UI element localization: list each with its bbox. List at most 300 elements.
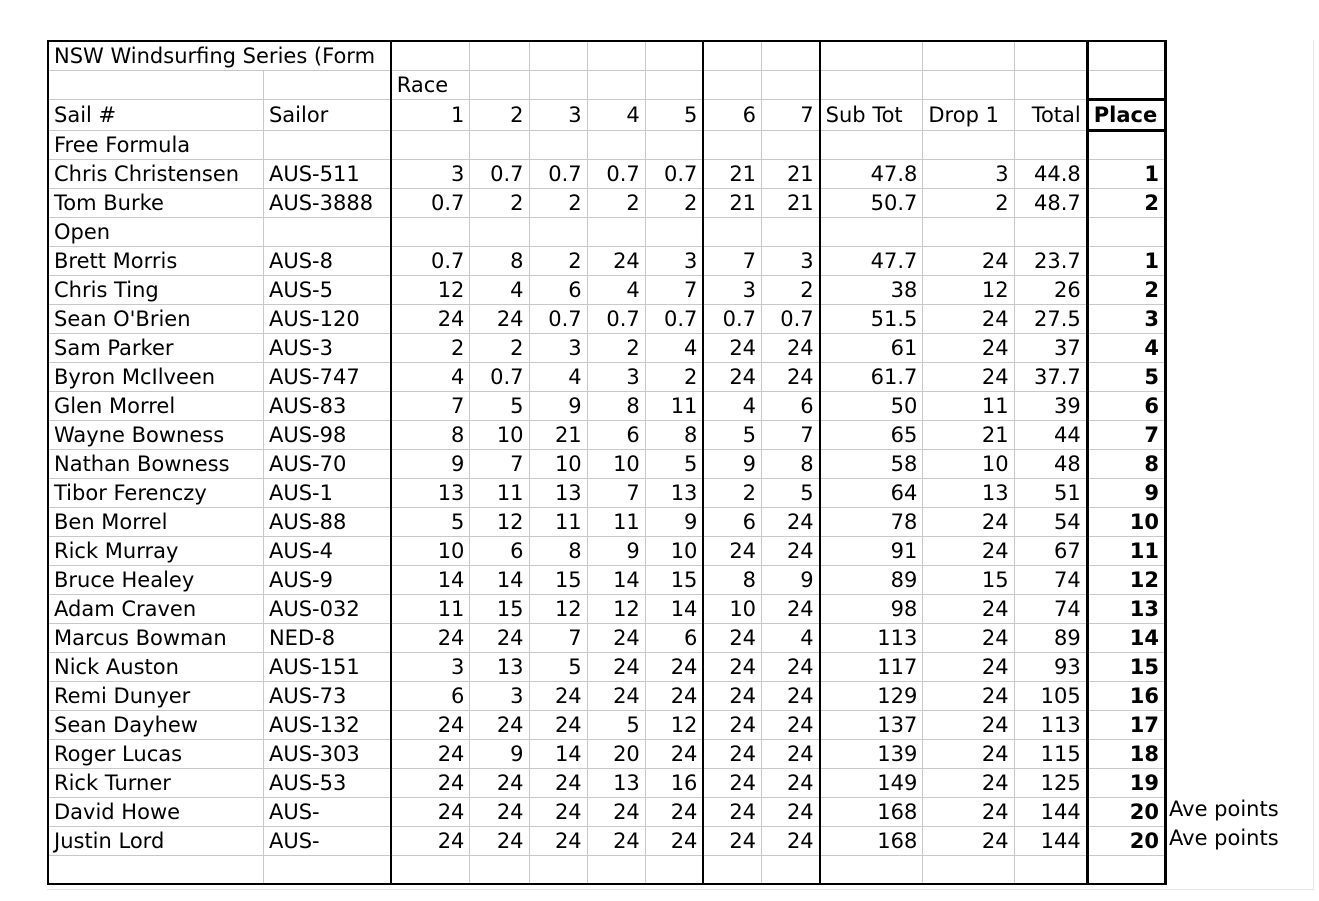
race-1-score: 3 — [391, 160, 470, 189]
total: 37.7 — [1014, 363, 1087, 392]
race-6-score: 7 — [703, 247, 761, 276]
race-7-score: 21 — [762, 189, 820, 218]
race-4-score: 13 — [587, 769, 645, 798]
drop-1: 3 — [923, 160, 1014, 189]
table-row — [48, 363, 1166, 392]
race-6-score: 4 — [703, 392, 761, 421]
results-table — [47, 40, 1167, 885]
table-row — [48, 450, 1166, 479]
place: 14 — [1087, 624, 1165, 653]
empty-cell — [762, 71, 820, 100]
empty-cell — [1014, 131, 1087, 160]
sail-number: AUS-3 — [263, 334, 390, 363]
header-drop-1: Drop 1 — [923, 100, 1014, 131]
header-2: 2 — [470, 100, 529, 131]
sailor-name: Brett Morris — [48, 247, 263, 276]
race-6-score: 3 — [703, 276, 761, 305]
place: 8 — [1087, 450, 1165, 479]
subtotal: 117 — [820, 653, 923, 682]
subtotal: 78 — [820, 508, 923, 537]
race-2-score: 24 — [470, 827, 529, 856]
table-row — [48, 827, 1166, 856]
race-7-score: 24 — [762, 682, 820, 711]
total: 67 — [1014, 537, 1087, 566]
drop-1: 24 — [923, 740, 1014, 769]
total: 51 — [1014, 479, 1087, 508]
race-1-score: 14 — [391, 566, 470, 595]
place-note: Ave points — [1169, 826, 1279, 850]
sailor-name: Tom Burke — [48, 189, 263, 218]
race-2-score: 8 — [470, 247, 529, 276]
race-6-score: 21 — [703, 160, 761, 189]
race-5-score: 14 — [645, 595, 703, 624]
empty-cell — [391, 131, 470, 160]
race-5-score: 24 — [645, 682, 703, 711]
sheet-title: NSW Windsurfing Series (Form — [48, 41, 391, 71]
race-2-score: 2 — [470, 189, 529, 218]
empty-cell — [820, 131, 923, 160]
race-4-score: 24 — [587, 682, 645, 711]
drop-1: 24 — [923, 363, 1014, 392]
race-5-score: 7 — [645, 276, 703, 305]
sailor-name: Nathan Bowness — [48, 450, 263, 479]
race-5-score: 12 — [645, 711, 703, 740]
sail-number: AUS-032 — [263, 595, 390, 624]
subtotal: 47.8 — [820, 160, 923, 189]
empty-cell — [1087, 856, 1165, 884]
race-6-score: 24 — [703, 769, 761, 798]
race-3-score: 4 — [529, 363, 587, 392]
race-3-score: 10 — [529, 450, 587, 479]
drop-1: 24 — [923, 305, 1014, 334]
empty-cell — [48, 71, 263, 100]
place: 5 — [1087, 363, 1165, 392]
sailor-name: Wayne Bowness — [48, 421, 263, 450]
race-4-score: 3 — [587, 363, 645, 392]
place: 10 — [1087, 508, 1165, 537]
race-2-score: 24 — [470, 624, 529, 653]
sailor-name: Sean Dayhew — [48, 711, 263, 740]
race-2-score: 11 — [470, 479, 529, 508]
race-1-score: 8 — [391, 421, 470, 450]
place: 2 — [1087, 189, 1165, 218]
empty-cell — [529, 71, 587, 100]
subtotal: 168 — [820, 798, 923, 827]
table-row — [48, 740, 1166, 769]
header-4: 4 — [587, 100, 645, 131]
total: 115 — [1014, 740, 1087, 769]
race-3-score: 3 — [529, 334, 587, 363]
drop-1: 24 — [923, 827, 1014, 856]
race-4-score: 24 — [587, 827, 645, 856]
race-6-score: 9 — [703, 450, 761, 479]
drop-1: 24 — [923, 798, 1014, 827]
sail-number: AUS-53 — [263, 769, 390, 798]
sailor-name: David Howe — [48, 798, 263, 827]
race-5-score: 9 — [645, 508, 703, 537]
race-3-score: 2 — [529, 247, 587, 276]
race-4-score: 2 — [587, 189, 645, 218]
drop-1: 24 — [923, 508, 1014, 537]
place: 17 — [1087, 711, 1165, 740]
race-1-score: 3 — [391, 653, 470, 682]
total: 44.8 — [1014, 160, 1087, 189]
race-4-score: 0.7 — [587, 160, 645, 189]
total: 26 — [1014, 276, 1087, 305]
empty-cell — [587, 856, 645, 884]
sailor-name: Marcus Bowman — [48, 624, 263, 653]
table-row — [48, 334, 1166, 363]
title-row — [48, 41, 1166, 71]
race-5-score: 8 — [645, 421, 703, 450]
race-3-score: 24 — [529, 682, 587, 711]
subtotal: 58 — [820, 450, 923, 479]
header-1: 1 — [391, 100, 470, 131]
place: 12 — [1087, 566, 1165, 595]
header-row — [48, 100, 1166, 131]
race-4-score: 2 — [587, 334, 645, 363]
race-7-score: 24 — [762, 711, 820, 740]
place: 1 — [1087, 247, 1165, 276]
place-note: Ave points — [1169, 797, 1279, 821]
race-3-score: 24 — [529, 711, 587, 740]
table-row — [48, 276, 1166, 305]
race-7-score: 9 — [762, 566, 820, 595]
race-7-score: 24 — [762, 653, 820, 682]
empty-cell — [1087, 41, 1165, 71]
empty-cell — [529, 856, 587, 884]
empty-cell — [529, 218, 587, 247]
race-5-score: 6 — [645, 624, 703, 653]
race-7-score: 24 — [762, 827, 820, 856]
race-7-score: 24 — [762, 595, 820, 624]
subtotal: 91 — [820, 537, 923, 566]
empty-cell — [645, 71, 703, 100]
race-2-score: 12 — [470, 508, 529, 537]
total: 39 — [1014, 392, 1087, 421]
subtotal: 61 — [820, 334, 923, 363]
place: 4 — [1087, 334, 1165, 363]
subtotal: 149 — [820, 769, 923, 798]
sailor-name: Nick Auston — [48, 653, 263, 682]
empty-cell — [645, 856, 703, 884]
race-1-score: 7 — [391, 392, 470, 421]
place: 13 — [1087, 595, 1165, 624]
race-7-score: 0.7 — [762, 305, 820, 334]
empty-cell — [263, 218, 390, 247]
race-3-score: 9 — [529, 392, 587, 421]
table-row — [48, 479, 1166, 508]
sail-number: AUS- — [263, 827, 390, 856]
race-4-score: 8 — [587, 392, 645, 421]
sail-number: AUS-511 — [263, 160, 390, 189]
race-1-score: 24 — [391, 769, 470, 798]
table-row — [48, 653, 1166, 682]
place: 18 — [1087, 740, 1165, 769]
race-5-score: 16 — [645, 769, 703, 798]
place: 1 — [1087, 160, 1165, 189]
sailor-name: Tibor Ferenczy — [48, 479, 263, 508]
sail-number: AUS-4 — [263, 537, 390, 566]
empty-cell — [923, 41, 1014, 71]
race-5-score: 2 — [645, 189, 703, 218]
race-6-score: 10 — [703, 595, 761, 624]
drop-1: 12 — [923, 276, 1014, 305]
race-6-score: 24 — [703, 653, 761, 682]
race-5-score: 3 — [645, 247, 703, 276]
race-5-score: 4 — [645, 334, 703, 363]
race-1-score: 0.7 — [391, 189, 470, 218]
subtotal: 47.7 — [820, 247, 923, 276]
empty-cell — [48, 856, 263, 884]
race-5-score: 13 — [645, 479, 703, 508]
table-row — [48, 798, 1166, 827]
race-5-score: 0.7 — [645, 305, 703, 334]
race-7-score: 8 — [762, 450, 820, 479]
race-2-score: 9 — [470, 740, 529, 769]
race-4-score: 4 — [587, 276, 645, 305]
empty-cell — [703, 71, 761, 100]
race-3-score: 24 — [529, 798, 587, 827]
empty-cell — [703, 856, 761, 884]
race-3-score: 0.7 — [529, 305, 587, 334]
place: 11 — [1087, 537, 1165, 566]
sail-number: AUS-73 — [263, 682, 390, 711]
subtotal: 139 — [820, 740, 923, 769]
total: 37 — [1014, 334, 1087, 363]
race-1-score: 10 — [391, 537, 470, 566]
race-2-score: 0.7 — [470, 160, 529, 189]
group-row — [48, 218, 1166, 247]
empty-cell — [762, 856, 820, 884]
total: 27.5 — [1014, 305, 1087, 334]
race-7-score: 24 — [762, 508, 820, 537]
header-sail: Sail # — [48, 100, 263, 131]
drop-1: 24 — [923, 595, 1014, 624]
sailor-name: Chris Ting — [48, 276, 263, 305]
table-row — [48, 305, 1166, 334]
empty-cell — [263, 856, 390, 884]
drop-1: 11 — [923, 392, 1014, 421]
race-6-score: 5 — [703, 421, 761, 450]
race-3-score: 7 — [529, 624, 587, 653]
place: 2 — [1087, 276, 1165, 305]
empty-cell — [529, 41, 587, 71]
subtotal: 50 — [820, 392, 923, 421]
table-row — [48, 595, 1166, 624]
race-7-score: 24 — [762, 334, 820, 363]
race-2-score: 24 — [470, 769, 529, 798]
table-row — [48, 247, 1166, 276]
race-6-score: 24 — [703, 827, 761, 856]
race-2-score: 13 — [470, 653, 529, 682]
place: 19 — [1087, 769, 1165, 798]
table-row — [48, 711, 1166, 740]
total: 23.7 — [1014, 247, 1087, 276]
race-1-score: 12 — [391, 276, 470, 305]
subtotal: 98 — [820, 595, 923, 624]
empty-cell — [703, 131, 761, 160]
race-7-score: 3 — [762, 247, 820, 276]
race-3-score: 11 — [529, 508, 587, 537]
total: 89 — [1014, 624, 1087, 653]
race-1-score: 13 — [391, 479, 470, 508]
race-2-score: 0.7 — [470, 363, 529, 392]
subtotal: 65 — [820, 421, 923, 450]
race-6-score: 21 — [703, 189, 761, 218]
sail-number: AUS-88 — [263, 508, 390, 537]
race-4-score: 24 — [587, 624, 645, 653]
race-3-score: 13 — [529, 479, 587, 508]
drop-1: 10 — [923, 450, 1014, 479]
drop-1: 2 — [923, 189, 1014, 218]
drop-1: 24 — [923, 247, 1014, 276]
subtotal: 50.7 — [820, 189, 923, 218]
subtotal: 168 — [820, 827, 923, 856]
table-row — [48, 508, 1166, 537]
total: 74 — [1014, 595, 1087, 624]
race-2-score: 5 — [470, 392, 529, 421]
empty-cell — [703, 41, 761, 71]
empty-cell — [1087, 71, 1165, 100]
race-4-score: 24 — [587, 247, 645, 276]
total: 113 — [1014, 711, 1087, 740]
sail-number: AUS-9 — [263, 566, 390, 595]
place: 16 — [1087, 682, 1165, 711]
empty-cell — [923, 856, 1014, 884]
race-1-score: 0.7 — [391, 247, 470, 276]
race-4-score: 7 — [587, 479, 645, 508]
race-7-score: 2 — [762, 276, 820, 305]
total: 93 — [1014, 653, 1087, 682]
empty-cell — [923, 71, 1014, 100]
empty-cell — [923, 131, 1014, 160]
race-6-score: 24 — [703, 798, 761, 827]
race-6-score: 24 — [703, 363, 761, 392]
race-1-score: 24 — [391, 305, 470, 334]
sail-number: NED-8 — [263, 624, 390, 653]
subtotal: 89 — [820, 566, 923, 595]
race-4-score: 24 — [587, 798, 645, 827]
race-4-score: 20 — [587, 740, 645, 769]
race-3-score: 2 — [529, 189, 587, 218]
race-7-score: 5 — [762, 479, 820, 508]
empty-cell — [762, 218, 820, 247]
sail-number: AUS-98 — [263, 421, 390, 450]
race-6-score: 24 — [703, 711, 761, 740]
race-5-score: 10 — [645, 537, 703, 566]
empty-cell — [820, 218, 923, 247]
empty-cell — [470, 131, 529, 160]
empty-cell — [645, 131, 703, 160]
race-4-score: 11 — [587, 508, 645, 537]
race-2-score: 24 — [470, 305, 529, 334]
sailor-name: Justin Lord — [48, 827, 263, 856]
race-4-score: 12 — [587, 595, 645, 624]
group-name: Free Formula — [48, 131, 263, 160]
spreadsheet — [47, 40, 1314, 890]
subtotal: 64 — [820, 479, 923, 508]
drop-1: 24 — [923, 653, 1014, 682]
subtotal: 137 — [820, 711, 923, 740]
sail-number: AUS-303 — [263, 740, 390, 769]
race-6-score: 24 — [703, 624, 761, 653]
race-6-score: 2 — [703, 479, 761, 508]
race-3-score: 6 — [529, 276, 587, 305]
sailor-name: Adam Craven — [48, 595, 263, 624]
sailor-name: Byron McIlveen — [48, 363, 263, 392]
empty-cell — [391, 41, 470, 71]
table-row — [48, 624, 1166, 653]
drop-1: 24 — [923, 537, 1014, 566]
table-row — [48, 682, 1166, 711]
race-2-score: 4 — [470, 276, 529, 305]
subtotal: 38 — [820, 276, 923, 305]
sail-number: AUS-70 — [263, 450, 390, 479]
race-1-score: 24 — [391, 740, 470, 769]
race-5-score: 15 — [645, 566, 703, 595]
group-row — [48, 131, 1166, 160]
sailor-name: Remi Dunyer — [48, 682, 263, 711]
empty-cell — [762, 131, 820, 160]
sail-number: AUS-151 — [263, 653, 390, 682]
drop-1: 15 — [923, 566, 1014, 595]
race-3-score: 8 — [529, 537, 587, 566]
race-7-score: 24 — [762, 740, 820, 769]
total: 74 — [1014, 566, 1087, 595]
race-6-score: 24 — [703, 334, 761, 363]
header-6: 6 — [703, 100, 761, 131]
place: 20 — [1087, 827, 1165, 856]
empty-cell — [470, 71, 529, 100]
race-1-score: 4 — [391, 363, 470, 392]
sailor-name: Sam Parker — [48, 334, 263, 363]
sail-number: AUS-120 — [263, 305, 390, 334]
sail-number: AUS- — [263, 798, 390, 827]
sailor-name: Chris Christensen — [48, 160, 263, 189]
empty-cell — [587, 41, 645, 71]
race-2-score: 14 — [470, 566, 529, 595]
total: 144 — [1014, 798, 1087, 827]
race-2-score: 24 — [470, 711, 529, 740]
race-4-score: 5 — [587, 711, 645, 740]
table-row — [48, 189, 1166, 218]
race-2-score: 7 — [470, 450, 529, 479]
race-7-score: 4 — [762, 624, 820, 653]
race-6-score: 6 — [703, 508, 761, 537]
group-name: Open — [48, 218, 263, 247]
drop-1: 24 — [923, 624, 1014, 653]
sailor-name: Glen Morrel — [48, 392, 263, 421]
place: 9 — [1087, 479, 1165, 508]
race-2-score: 3 — [470, 682, 529, 711]
total: 105 — [1014, 682, 1087, 711]
race-5-score: 11 — [645, 392, 703, 421]
race-7-score: 24 — [762, 363, 820, 392]
total: 125 — [1014, 769, 1087, 798]
header-5: 5 — [645, 100, 703, 131]
race-2-score: 24 — [470, 798, 529, 827]
race-4-score: 24 — [587, 653, 645, 682]
total: 44 — [1014, 421, 1087, 450]
empty-cell — [820, 41, 923, 71]
empty-cell — [1087, 131, 1165, 160]
place: 15 — [1087, 653, 1165, 682]
drop-1: 24 — [923, 682, 1014, 711]
race-1-score: 24 — [391, 711, 470, 740]
race-label: Race — [391, 71, 470, 100]
place: 6 — [1087, 392, 1165, 421]
